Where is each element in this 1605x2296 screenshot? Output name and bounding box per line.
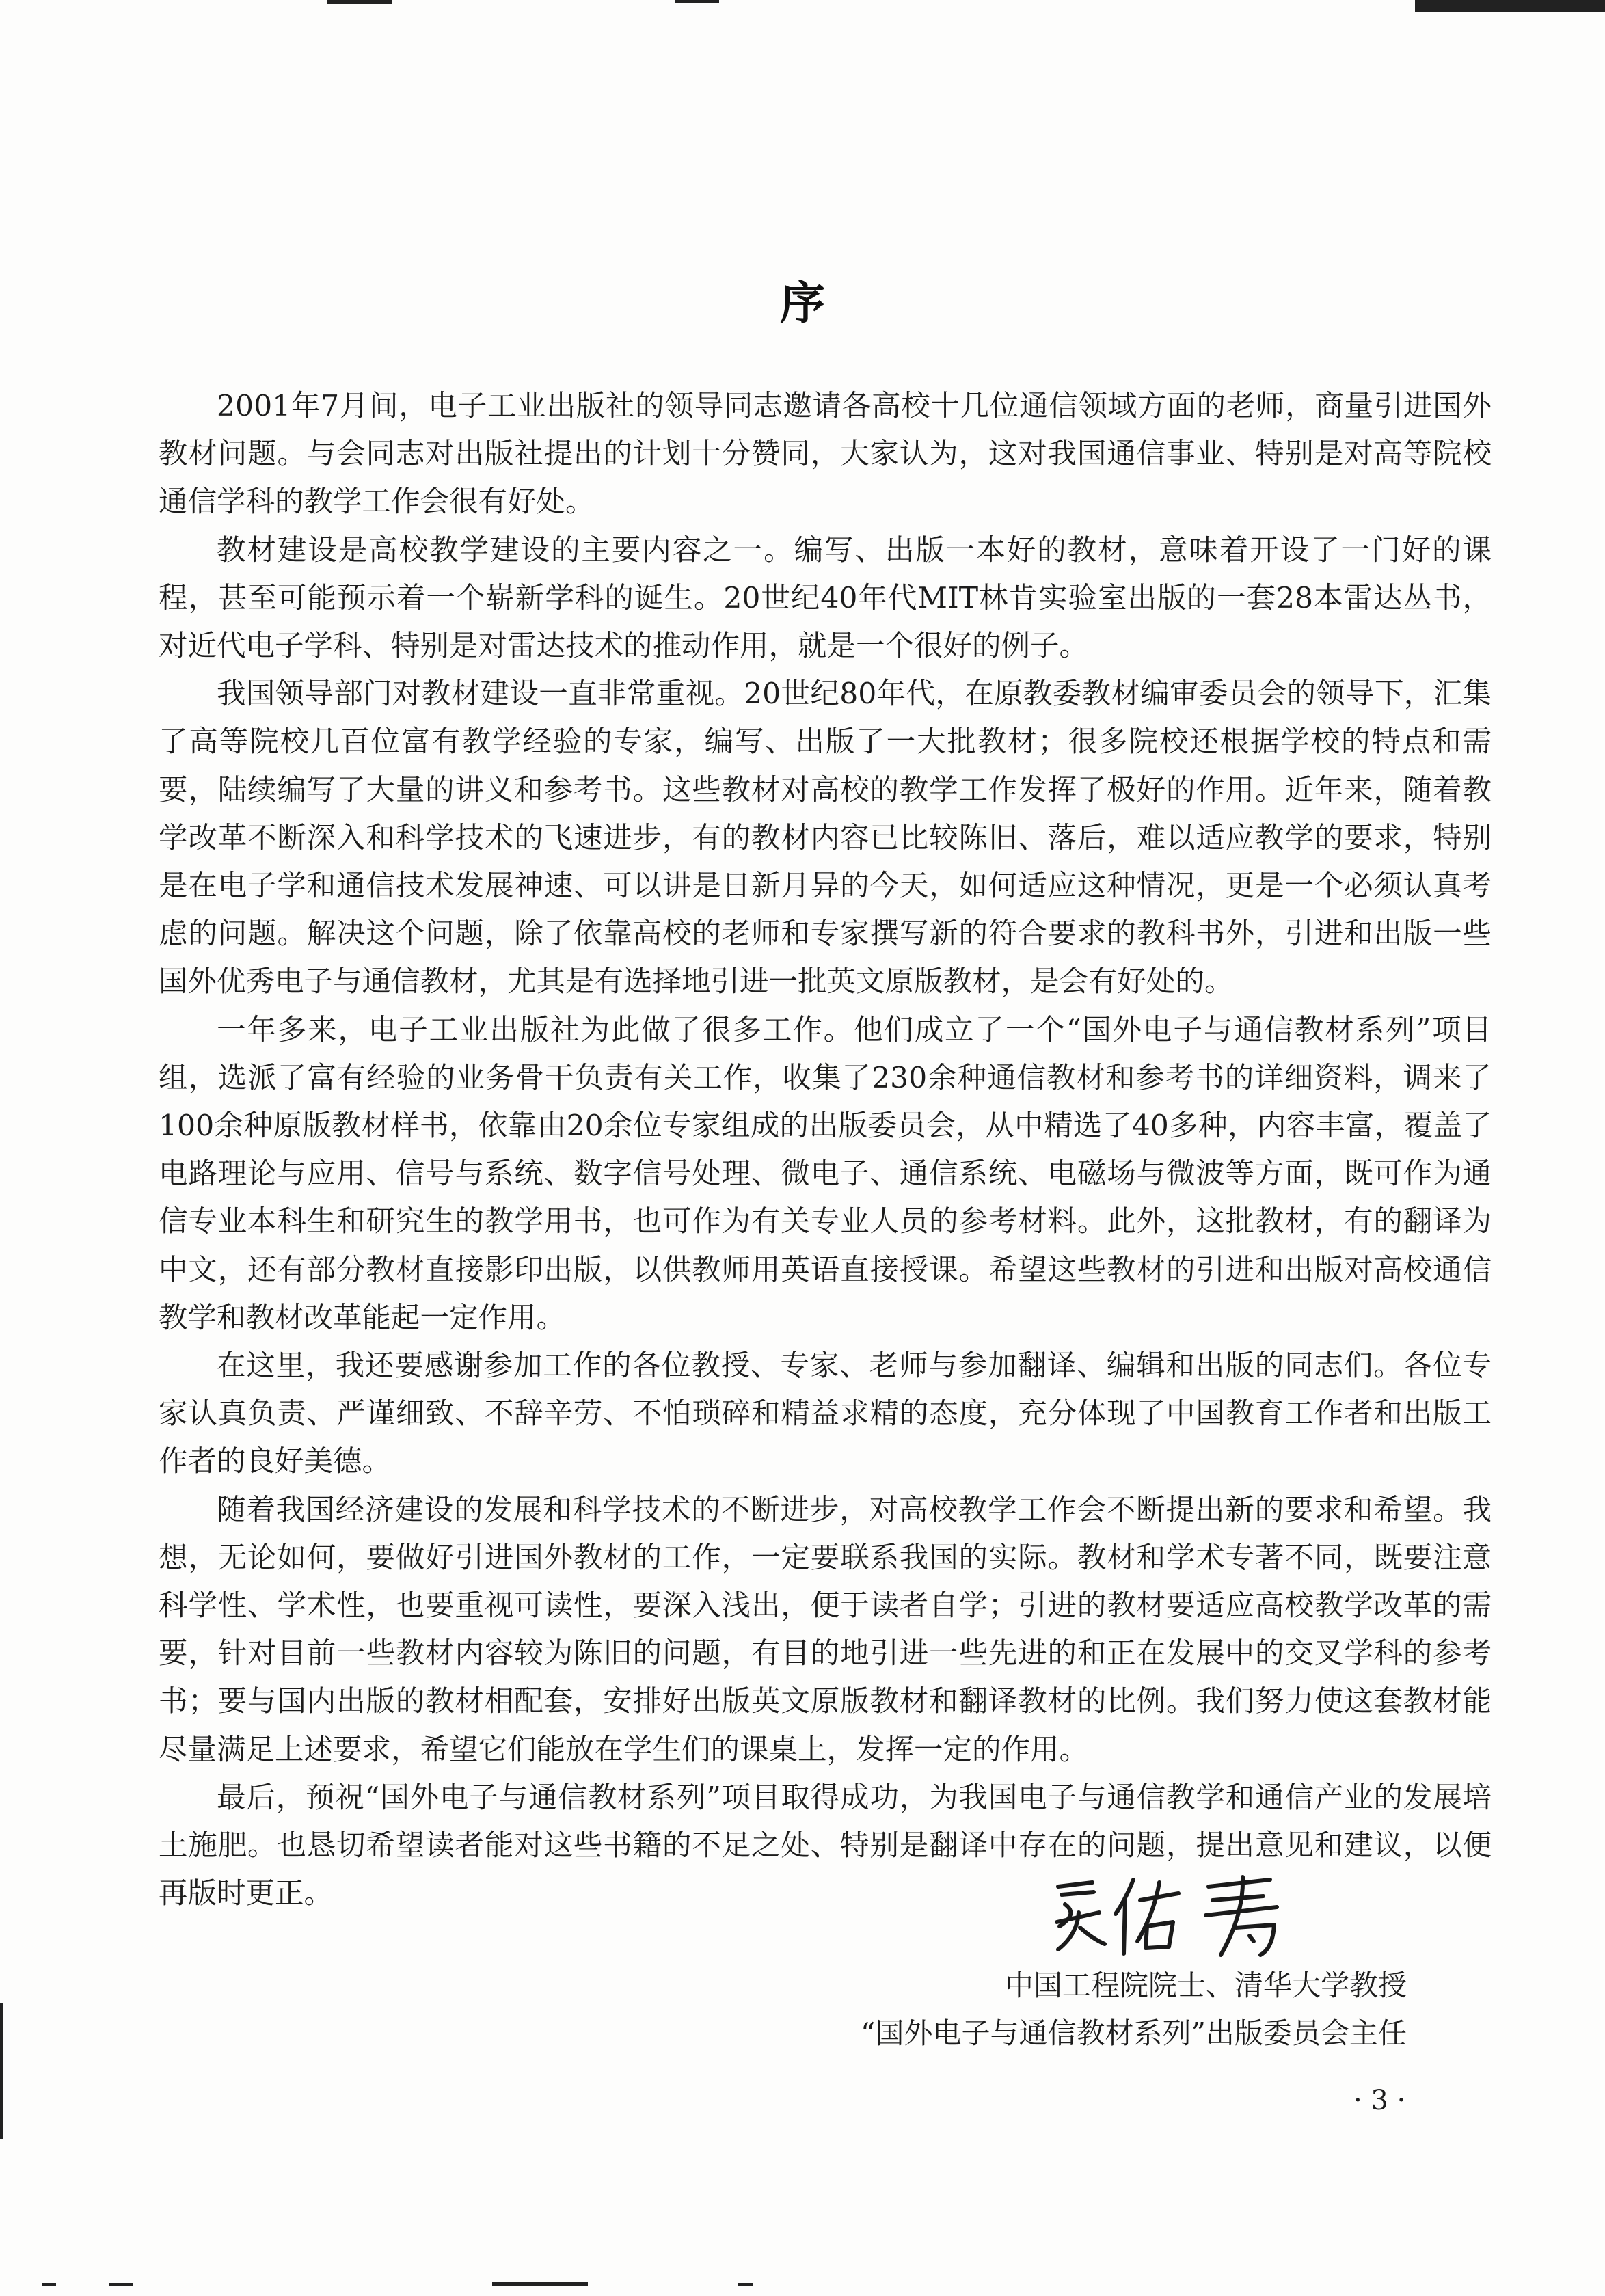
paragraph: 在这里，我还要感谢参加工作的各位教授、专家、老师与参加翻译、编辑和出版的同志们。各位专家认真负责、严谨细致、不辞辛劳、不怕琐碎和精益求精的态度，充分体现了中国教育工作者和出版工作者的良好美德。	[159, 1349, 1492, 1479]
page-number: · 3 ·	[1353, 2085, 1406, 2116]
paragraph: 随着我国经济建设的发展和科学技术的不断进步，对高校教学工作会不断提出新的要求和希望。我想，无论如何，要做好引进国外教材的工作，一定要联系我国的实际。教材和学术专著不同，既要注意科学性、学术性，也要重视可读性，要深入浅出，便于读者自学；引进的教材要适应高校教学改革的需要，针对目前一些教材内容较为陈旧的问题，有目的地引进一些先进的和正在发展中的交叉学科的参考书；要与国内出版的教材相配套，安排好出版英文原版教材和翻译教材的比例。我们努力使这套教材能尽量满足上述要求，希望它们能放在学生们的课桌上，发挥一定的作用。	[159, 1493, 1492, 1767]
preface-body	[159, 383, 1492, 1919]
scan-artifact-bottom-1	[42, 2283, 56, 2286]
paragraph: 最后，预祝“国外电子与通信教材系列”项目取得成功，为我国电子与通信教学和通信产业的发展培土施肥。也恳切希望读者能对这些书籍的不足之处、特别是翻译中存在的问题，提出意见和建议，以便再版时更正。	[159, 1781, 1492, 1911]
scan-artifact-top-left	[327, 0, 392, 4]
signer-affiliation-1: 中国工程院院士、清华大学教授	[1004, 1969, 1407, 2002]
scan-artifact-left-edge	[0, 2003, 3, 2139]
paragraph: 一年多来，电子工业出版社为此做了很多工作。他们成立了一个“国外电子与通信教材系列”项目组，选派了富有经验的业务骨干负责有关工作，收集了230余种通信教材和参考书的详细资料，调来了100余种原版教材样书，依靠由20余位专家组成的出版委员会，从中精选了40多种，内容丰富，覆盖了电路理论与应用、信号与系统、数字信号处理、微电子、通信系统、电磁场与微波等方面，既可作为通信专业本科生和研究生的教学用书，也可作为有关专业人员的参考材料。此外，这批教材，有的翻译为中文，还有部分教材直接影印出版，以供教师用英语直接授课。希望这些教材的引进和出版对高校通信教学和教材改革能起一定作用。	[159, 1013, 1492, 1335]
scan-artifact-top-mid	[675, 0, 719, 3]
paragraph: 2001年7月间，电子工业出版社的领导同志邀请各高校十几位通信领域方面的老师，商量引进国外教材问题。与会同志对出版社提出的计划十分赞同，大家认为，这对我国通信事业、特别是对高等院校通信学科的教学工作会很有好处。	[159, 390, 1492, 519]
scan-artifact-top-right	[1415, 0, 1605, 12]
paragraph: 教材建设是高校教学建设的主要内容之一。编写、出版一本好的教材，意味着开设了一门好的课程，甚至可能预示着一个崭新学科的诞生。20世纪40年代MIT林肯实验室出版的一套28本雷达丛书，对近代电子学科、特别是对雷达技术的推动作用，就是一个很好的例子。	[159, 533, 1492, 664]
signature-block	[586, 1873, 1407, 2057]
scan-artifact-bottom-4	[738, 2283, 753, 2286]
handwritten-signature	[1044, 1873, 1291, 1962]
scan-artifact-bottom-3	[492, 2282, 588, 2286]
page-title: 序	[780, 277, 825, 329]
signer-affiliation-2: “国外电子与通信教材系列”出版委员会主任	[861, 2016, 1407, 2050]
paragraph: 我国领导部门对教材建设一直非常重视。20世纪80年代，在原教委教材编审委员会的领导下，汇集了高等院校几百位富有教学经验的专家，编写、出版了一大批教材；很多院校还根据学校的特点和需要，陆续编写了大量的讲义和参考书。这些教材对高校的教学工作发挥了极好的作用。近年来，随着教学改革不断深入和科学技术的飞速进步，有的教材内容已比较陈旧、落后，难以适应教学的要求，特别是在电子学和通信技术发展神速、可以讲是日新月异的今天，如何适应这种情况，更是一个必须认真考虑的问题。解决这个问题，除了依靠高校的老师和专家撰写新的符合要求的教科书外，引进和出版一些国外优秀电子与通信教材，尤其是有选择地引进一批英文原版教材，是会有好处的。	[159, 677, 1492, 999]
scan-artifact-bottom-2	[109, 2283, 133, 2286]
